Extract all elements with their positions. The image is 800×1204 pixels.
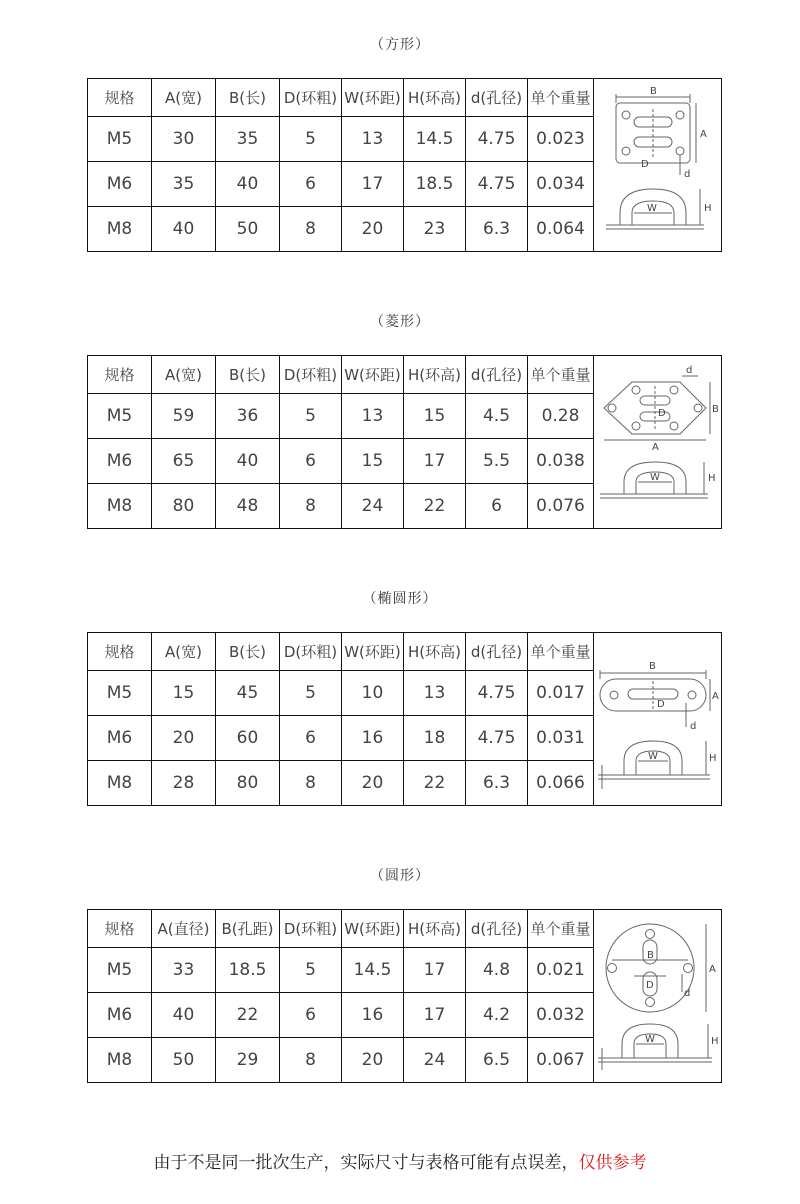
dim-label: d: [686, 365, 693, 376]
table-cell: 0.066: [528, 761, 594, 806]
table-cell: 20: [152, 716, 216, 761]
table-cell: 65: [152, 439, 216, 484]
table-cell: 8: [280, 1038, 342, 1083]
table-cell: 28: [152, 761, 216, 806]
table-cell: 18.5: [404, 162, 466, 207]
table-cell: M8: [88, 1038, 152, 1083]
table-cell: 5.5: [466, 439, 528, 484]
table-cell: 0.032: [528, 993, 594, 1038]
table-cell: 5: [280, 948, 342, 993]
spec-table: [87, 632, 722, 806]
dim-label: B: [647, 950, 654, 961]
table-cell: 6.3: [466, 761, 528, 806]
disclaimer-highlight: 仅供参考: [578, 1153, 647, 1173]
table-cell: 4.75: [466, 162, 528, 207]
table-cell: 0.038: [528, 439, 594, 484]
dim-label: H: [708, 473, 716, 484]
table-cell: 17: [404, 439, 466, 484]
table-cell: M8: [88, 484, 152, 529]
table-cell: 5: [280, 671, 342, 716]
table-cell: 10: [342, 671, 404, 716]
header-cell: 单个重量: [528, 356, 594, 394]
table-cell: 8: [280, 761, 342, 806]
oval-eye-plate-drawing: [594, 633, 720, 805]
dim-label: W: [650, 472, 660, 483]
table-cell: 18: [404, 716, 466, 761]
table-cell: 6: [280, 439, 342, 484]
header-cell: d(孔径): [466, 79, 528, 117]
table-cell: 20: [342, 207, 404, 252]
section-title: （椭圆形）: [362, 591, 438, 607]
table-header-row: [88, 356, 722, 394]
dim-label: A: [709, 964, 716, 975]
table-cell: 59: [152, 394, 216, 439]
table-cell: 80: [152, 484, 216, 529]
dim-label: d: [684, 169, 691, 180]
table-cell: 45: [216, 671, 280, 716]
header-cell: d(孔径): [466, 910, 528, 948]
table-cell: 6: [280, 716, 342, 761]
table-cell: 29: [216, 1038, 280, 1083]
table-cell: 4.8: [466, 948, 528, 993]
table-cell: 14.5: [342, 948, 404, 993]
table-cell: 13: [342, 117, 404, 162]
table-cell: 0.023: [528, 117, 594, 162]
table-cell: 6.3: [466, 207, 528, 252]
table-cell: 40: [216, 162, 280, 207]
header-cell: H(环高): [404, 356, 466, 394]
disclaimer-text: 由于不是同一批次生产，实际尺寸与表格可能有点误差，: [153, 1153, 579, 1173]
table-cell: 13: [342, 394, 404, 439]
table-cell: 4.5: [466, 394, 528, 439]
table-cell: 17: [404, 993, 466, 1038]
table-cell: 18.5: [216, 948, 280, 993]
header-cell: A(宽): [152, 356, 216, 394]
table-cell: 80: [216, 761, 280, 806]
table-cell: 13: [404, 671, 466, 716]
table-cell: 35: [152, 162, 216, 207]
section-title: （菱形）: [370, 314, 430, 330]
table-cell: M5: [88, 394, 152, 439]
header-cell: W(环距): [342, 356, 404, 394]
table-cell: 40: [216, 439, 280, 484]
header-cell: D(环粗): [280, 79, 342, 117]
table-cell: 4.75: [466, 716, 528, 761]
table-cell: 16: [342, 993, 404, 1038]
header-cell: 规格: [88, 79, 152, 117]
diamond-eye-plate-drawing: [594, 356, 720, 528]
table-cell: 17: [404, 948, 466, 993]
dim-label: D: [657, 699, 665, 710]
table-cell: 0.034: [528, 162, 594, 207]
table-cell: 22: [216, 993, 280, 1038]
header-cell: A(宽): [152, 633, 216, 671]
table-cell: M6: [88, 993, 152, 1038]
header-cell: B(长): [216, 79, 280, 117]
header-cell: D(环粗): [280, 633, 342, 671]
table-cell: 50: [216, 207, 280, 252]
dim-label: B: [712, 404, 719, 415]
table-cell: 16: [342, 716, 404, 761]
dim-label: D: [641, 159, 649, 170]
table-cell: M5: [88, 117, 152, 162]
header-cell: 规格: [88, 356, 152, 394]
dim-label: B: [649, 661, 656, 672]
table-cell: 60: [216, 716, 280, 761]
table-cell: M6: [88, 162, 152, 207]
table-cell: 15: [342, 439, 404, 484]
table-cell: 40: [152, 207, 216, 252]
header-cell: 规格: [88, 910, 152, 948]
table-cell: 5: [280, 394, 342, 439]
table-cell: M6: [88, 439, 152, 484]
table-cell: 35: [216, 117, 280, 162]
table-cell: 4.75: [466, 671, 528, 716]
header-cell: d(孔径): [466, 633, 528, 671]
header-cell: 单个重量: [528, 633, 594, 671]
table-cell: 36: [216, 394, 280, 439]
dimension-diagram-diamond: [594, 356, 722, 529]
dim-label: W: [648, 751, 658, 762]
table-cell: M6: [88, 716, 152, 761]
dim-label: W: [647, 203, 657, 214]
dim-label: A: [652, 442, 659, 453]
dim-label: D: [658, 408, 666, 419]
table-cell: 0.064: [528, 207, 594, 252]
dimension-diagram-square: [594, 79, 722, 252]
dim-label: H: [709, 753, 717, 764]
dimension-diagram-oval: [594, 633, 722, 806]
header-cell: 规格: [88, 633, 152, 671]
dim-label: W: [645, 1034, 655, 1045]
table-cell: 0.017: [528, 671, 594, 716]
dim-label: d: [684, 988, 691, 999]
table-header-row: [88, 79, 722, 117]
table-cell: 6.5: [466, 1038, 528, 1083]
dim-label: B: [650, 86, 657, 97]
table-cell: 0.021: [528, 948, 594, 993]
header-cell: H(环高): [404, 79, 466, 117]
table-cell: 17: [342, 162, 404, 207]
table-cell: 6: [280, 993, 342, 1038]
header-cell: d(孔径): [466, 356, 528, 394]
table-cell: 5: [280, 117, 342, 162]
table-cell: 24: [404, 1038, 466, 1083]
spec-table: [87, 909, 722, 1083]
header-cell: W(环距): [342, 79, 404, 117]
table-cell: 24: [342, 484, 404, 529]
header-cell: D(环粗): [280, 910, 342, 948]
spec-table: [87, 355, 722, 529]
table-cell: 14.5: [404, 117, 466, 162]
round-eye-plate-drawing: [594, 910, 720, 1082]
table-cell: 8: [280, 207, 342, 252]
table-cell: 22: [404, 484, 466, 529]
dim-label: A: [700, 129, 707, 140]
table-cell: 0.076: [528, 484, 594, 529]
table-cell: 30: [152, 117, 216, 162]
table-cell: M8: [88, 761, 152, 806]
header-cell: 单个重量: [528, 910, 594, 948]
header-cell: B(长): [216, 356, 280, 394]
dim-label: H: [704, 203, 712, 214]
dim-label: A: [712, 691, 719, 702]
spec-table: [87, 78, 722, 252]
table-cell: 48: [216, 484, 280, 529]
table-cell: 50: [152, 1038, 216, 1083]
header-cell: A(直径): [152, 910, 216, 948]
table-cell: 6: [280, 162, 342, 207]
disclaimer-note: [0, 1148, 800, 1173]
table-cell: 22: [404, 761, 466, 806]
table-cell: 4.75: [466, 117, 528, 162]
dimension-diagram-round: [594, 910, 722, 1083]
header-cell: H(环高): [404, 910, 466, 948]
table-cell: 4.2: [466, 993, 528, 1038]
header-cell: H(环高): [404, 633, 466, 671]
table-cell: 40: [152, 993, 216, 1038]
dim-label: D: [646, 980, 654, 991]
header-cell: B(孔距): [216, 910, 280, 948]
table-cell: M8: [88, 207, 152, 252]
dim-label: d: [690, 721, 697, 732]
table-cell: M5: [88, 948, 152, 993]
table-cell: 20: [342, 761, 404, 806]
table-cell: 0.28: [528, 394, 594, 439]
table-cell: 20: [342, 1038, 404, 1083]
header-cell: 单个重量: [528, 79, 594, 117]
header-cell: W(环距): [342, 633, 404, 671]
section-title: （方形）: [370, 37, 430, 53]
table-cell: 0.031: [528, 716, 594, 761]
header-cell: B(长): [216, 633, 280, 671]
table-cell: 23: [404, 207, 466, 252]
section-title: （圆形）: [370, 868, 430, 884]
header-cell: D(环粗): [280, 356, 342, 394]
header-cell: W(环距): [342, 910, 404, 948]
square-eye-plate-drawing: [594, 79, 720, 251]
table-cell: 6: [466, 484, 528, 529]
table-cell: 0.067: [528, 1038, 594, 1083]
dim-label: H: [711, 1036, 719, 1047]
table-cell: 33: [152, 948, 216, 993]
table-header-row: [88, 910, 722, 948]
table-cell: 8: [280, 484, 342, 529]
table-cell: 15: [152, 671, 216, 716]
table-cell: 15: [404, 394, 466, 439]
table-header-row: [88, 633, 722, 671]
table-cell: M5: [88, 671, 152, 716]
header-cell: A(宽): [152, 79, 216, 117]
